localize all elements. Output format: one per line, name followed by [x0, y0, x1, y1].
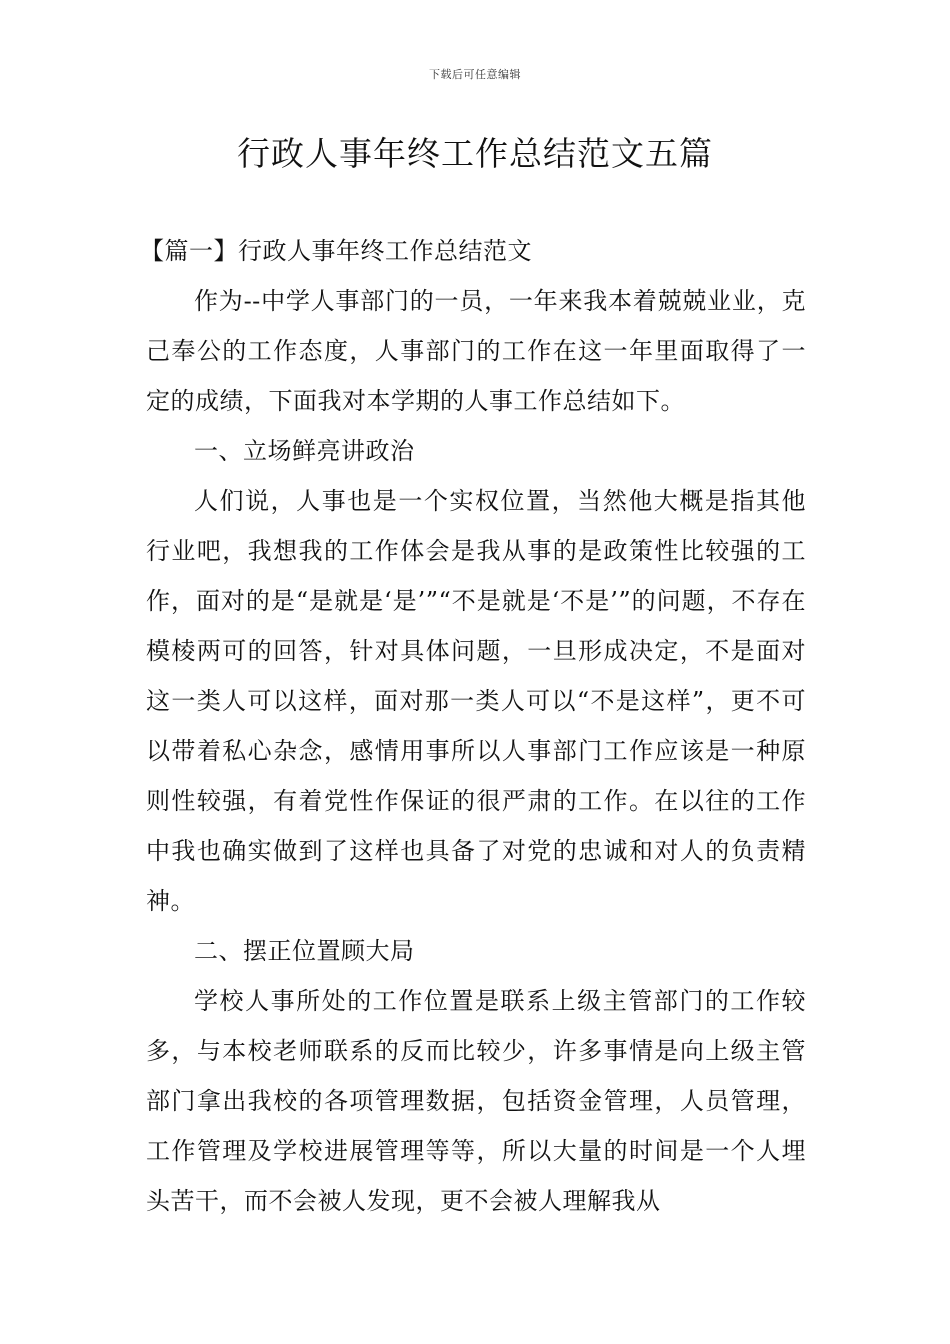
subheading-two: 二、摆正位置顾大局: [194, 937, 415, 965]
paragraph-intro: 作为--中学人事部门的一员，一年来我本着兢兢业业，克己奉公的工作态度，人事部门的工作在这一年里面取得了一定的成绩，下面我对本学期的人事工作总结如下。: [146, 287, 806, 415]
document-title: 行政人事年终工作总结范文五篇: [237, 134, 713, 173]
paragraph-position: 学校人事所处的工作位置是联系上级主管部门的工作较多，与本校老师联系的反而比较少，许多事情是向上级主管部门拿出我校的各项管理数据，包括资金管理，人员管理，工作管理及学校进展管理等等，所以大量的时间是一个人埋头苦干，而不会被人发现，更不会被人理解我从: [146, 987, 806, 1215]
section-heading: 【篇一】行政人事年终工作总结范文: [140, 237, 532, 265]
header-note: 下载后可任意编辑: [429, 68, 521, 81]
subheading-one: 一、立场鲜亮讲政治: [194, 437, 415, 465]
document-body: [140, 226, 806, 1226]
paragraph-politics: 人们说，人事也是一个实权位置，当然他大概是指其他行业吧，我想我的工作体会是我从事的是政策性比较强的工作，面对的是“是就是‘是’”“不是就是‘不是’”的问题，不存在模棱两可的回答，针对具体问题，一旦形成决定，不是面对这一类人可以这样，面对那一类人可以“不是这样”，更不可以带着私心杂念，感情用事所以人事部门工作应该是一种原则性较强，有着党性作保证的很严肃的工作。在以往的工作中我也确实做到了这样也具备了对党的忠诚和对人的负责精神。: [146, 487, 806, 915]
